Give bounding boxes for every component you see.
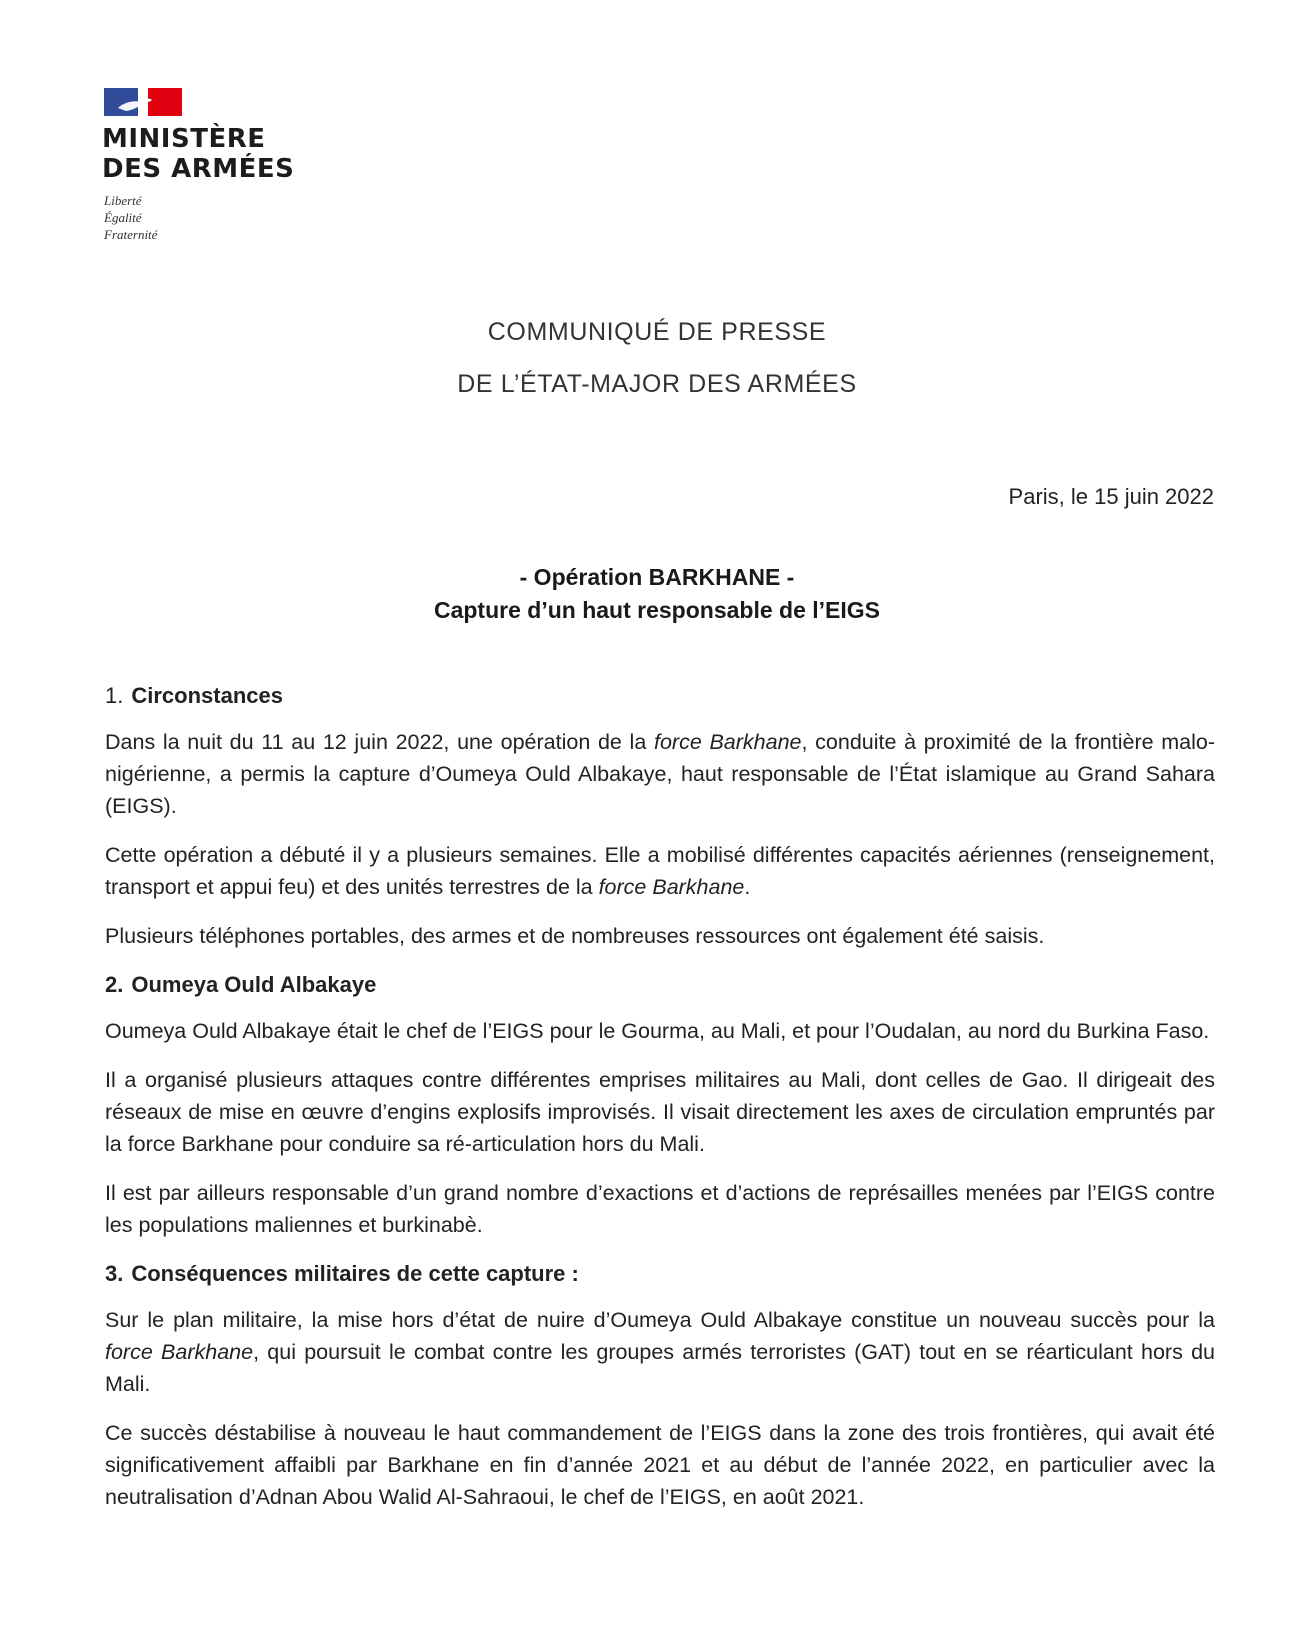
headline-title: Capture d’un haut responsable de l’EIGS: [433, 597, 881, 623]
paragraph: Plusieurs téléphones portables, des armes et de nombreuses ressources ont également été saisis.: [105, 924, 1045, 948]
section-number: 3.: [105, 1261, 124, 1286]
text-run: .: [744, 875, 751, 899]
paragraph: Oumeya Ould Albakaye était le chef de l’EIGS pour le Gourma, au Mali, et pour l’Oudalan, au nord du Burkina Faso.: [105, 1019, 1210, 1043]
section-heading-consequences: [105, 1258, 1215, 1290]
headline-operation: - Opération BARKHANE -: [519, 564, 795, 590]
marianne-flag-icon: [104, 88, 184, 116]
release-date: Paris, le 15 juin 2022: [1008, 484, 1214, 509]
section-number: 2.: [105, 972, 124, 997]
motto-egalite: Égalité: [104, 210, 142, 225]
section-heading-oumeya: [105, 969, 1215, 1001]
italic-text-run: force Barkhane: [598, 875, 745, 899]
ministry-name-line1: MINISTÈRE: [102, 124, 266, 154]
paragraph: [105, 839, 1215, 903]
motto-liberte: Liberté: [104, 193, 142, 208]
section-title: Circonstances: [131, 683, 283, 708]
paragraph: [105, 1304, 1215, 1400]
paragraph: [105, 726, 1215, 822]
italic-text-run: force Barkhane: [653, 730, 802, 754]
press-title-line1: COMMUNIQUÉ DE PRESSE: [487, 318, 827, 346]
republic-motto: [104, 192, 157, 243]
section-title: Oumeya Ould Albakaye: [131, 972, 377, 997]
paragraph: Il a organisé plusieurs attaques contre différentes emprises militaires au Mali, dont celles de Gao. Il dirigeait des réseaux de mise en œuvre d’engins explosifs improvisés. Il visait directement les axes de circulation empruntés par la force Barkhane pour conduire sa ré-articulation hors du Mali.: [105, 1068, 1215, 1156]
ministry-name: [102, 124, 322, 184]
text-run: , qui poursuit le combat contre les groupes armés terroristes (GAT) tout en se réarticulant hors du Mali.: [105, 1340, 1215, 1396]
release-body: [105, 680, 1215, 1530]
text-run: , conduite à proximité de la frontière malo-nigérienne, a permis la capture d’Oumeya Ould Albakaye, haut responsable de l’État islamique au Grand Sahara (EIGS).: [105, 730, 1216, 818]
paragraph: Ce succès déstabilise à nouveau le haut commandement de l’EIGS dans la zone des trois frontières, qui avait été significativement affaibli par Barkhane en fin d’année 2021 et au début de l’année 2022, en particulier avec la neutralisation d’Adnan Abou Walid Al-Sahraoui, le chef de l’EIGS, en août 2021.: [105, 1421, 1215, 1509]
paragraph: Il est par ailleurs responsable d’un grand nombre d’exactions et d’actions de représailles menées par l’EIGS contre les populations maliennes et burkinabè.: [105, 1181, 1215, 1237]
press-title-line2: DE L’ÉTAT-MAJOR DES ARMÉES: [457, 370, 857, 398]
section-number: 1.: [105, 683, 124, 708]
ministry-logo: [102, 86, 312, 246]
text-run: Dans la nuit du 11 au 12 juin 2022, une opération de la: [105, 730, 654, 754]
section-title: Conséquences militaires de cette capture :: [131, 1261, 579, 1286]
ministry-name-line2: DES ARMÉES: [102, 154, 295, 184]
motto-fraternite: Fraternité: [104, 227, 158, 242]
text-run: Cette opération a débuté il y a plusieurs semaines. Elle a mobilisé différentes capacités aériennes (renseignement, transport et appui feu) et des unités terrestres de la: [105, 843, 1215, 899]
section-heading-circonstances: [105, 680, 1215, 712]
text-run: Sur le plan militaire, la mise hors d’état de nuire d’Oumeya Ould Albakaye constitue un nouveau succès pour la: [105, 1308, 1215, 1332]
italic-text-run: force Barkhane: [105, 1340, 254, 1364]
